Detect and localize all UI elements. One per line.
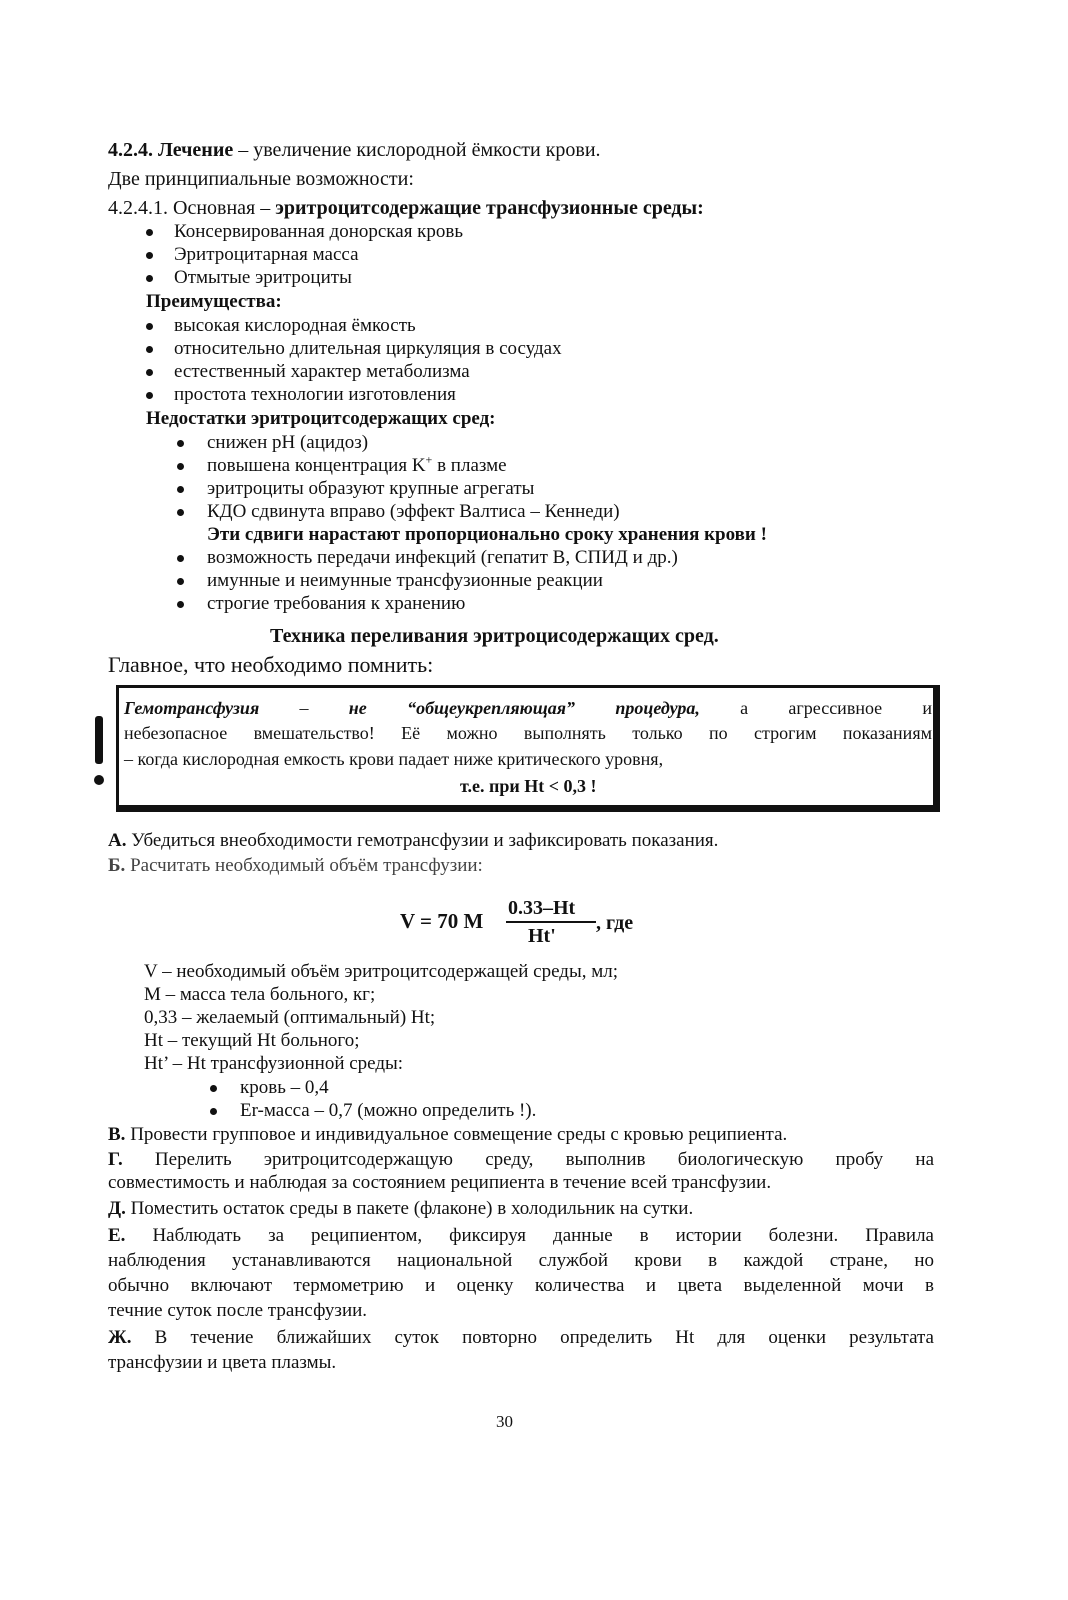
legend-line: Ht’ – Ht трансфузионной среды: bbox=[144, 1053, 404, 1074]
step-zh-line-1 bbox=[108, 1327, 934, 1349]
bullet-icon bbox=[146, 323, 153, 330]
formula-lhs: V = 70 M bbox=[400, 909, 484, 933]
list-item: простота технологии изготовления bbox=[174, 384, 456, 405]
list-item: высокая кислородная ёмкость bbox=[174, 315, 416, 336]
list-item: Отмытые эритроциты bbox=[174, 267, 352, 288]
list-item: снижен pH (ацидоз) bbox=[207, 432, 369, 453]
intro-line: Две принципиальные возможности: bbox=[108, 168, 414, 190]
technique-title: Техника переливания эритроцисодержащих сред. bbox=[270, 625, 719, 647]
advantages-title: Преимущества: bbox=[146, 291, 282, 312]
section-title-rest: – увеличение кислородной ёмкости крови. bbox=[233, 139, 601, 161]
step-g-line-1 bbox=[108, 1149, 934, 1171]
step-zh-letter: Ж. bbox=[108, 1327, 132, 1348]
bullet-icon bbox=[177, 555, 184, 562]
exclamation-icon bbox=[95, 716, 103, 764]
list-item: Консервированная донорская кровь bbox=[174, 221, 464, 242]
warning-line-3: – когда кислородная емкость крови падает ниже критического уровня, bbox=[124, 749, 664, 769]
volume-formula bbox=[400, 897, 660, 953]
list-item: естественный характер метаболизма bbox=[174, 361, 470, 382]
subsection-heading bbox=[108, 197, 704, 219]
step-b-letter: Б. bbox=[108, 855, 126, 876]
section-title: Лечение bbox=[158, 139, 234, 161]
subsection-number: 4.2.4.1. bbox=[108, 197, 168, 219]
bullet-icon bbox=[146, 275, 153, 282]
warning-not: не bbox=[348, 698, 367, 718]
step-a-text: Убедиться внеобходимости гемотрансфузии и зафиксировать показания. bbox=[126, 830, 719, 851]
fraction-bar bbox=[506, 921, 596, 923]
step-v bbox=[108, 1124, 787, 1146]
list-item: эритроциты образуют крупные агрегаты bbox=[207, 478, 535, 499]
bullet-icon bbox=[210, 1108, 217, 1115]
legend-line: V – необходимый объём эритроцитсодержащей среды, мл; bbox=[144, 961, 619, 982]
step-a bbox=[108, 830, 718, 852]
list-item-text: повышена концентрация K bbox=[207, 455, 426, 476]
step-v-letter: В. bbox=[108, 1124, 126, 1145]
warning-line-4: т.е. при Ht < 0,3 ! bbox=[460, 776, 597, 796]
list-item: возможность передачи инфекций (гепатит В, СПИД и др.) bbox=[207, 547, 678, 568]
list-item bbox=[207, 452, 507, 477]
page-number: 30 bbox=[496, 1412, 513, 1431]
bullet-icon bbox=[177, 440, 184, 447]
subsection-label: Основная – bbox=[168, 197, 276, 219]
formula-suffix: , где bbox=[596, 912, 634, 934]
step-a-letter: А. bbox=[108, 830, 127, 851]
step-g-letter: Г. bbox=[108, 1149, 123, 1170]
superscript-plus: + bbox=[425, 452, 433, 467]
bullet-icon bbox=[210, 1085, 217, 1092]
bullet-icon bbox=[146, 369, 153, 376]
subsection-title: эритроцитсодержащие трансфузионные среды: bbox=[275, 197, 704, 219]
step-g-text: Перелить эритроцитсодержащую среду, выполнив биологическую пробу на bbox=[122, 1149, 934, 1170]
warning-term: Гемотрансфузия bbox=[124, 698, 260, 718]
legend-item: кровь – 0,4 bbox=[240, 1077, 329, 1098]
bullet-icon bbox=[177, 509, 184, 516]
legend-item: Er-масса – 0,7 (можно определить !). bbox=[240, 1100, 537, 1121]
legend-line: 0,33 – желаемый (оптимальный) Ht; bbox=[144, 1007, 436, 1028]
bullet-icon bbox=[146, 252, 153, 259]
formula-numerator: 0.33–Ht bbox=[508, 897, 576, 919]
legend-line: Ht – текущий Ht больного; bbox=[144, 1030, 360, 1051]
list-item-text-tail: в плазме bbox=[432, 455, 507, 476]
bullet-icon bbox=[177, 486, 184, 493]
warning-dash: – bbox=[299, 698, 309, 718]
step-v-text: Провести групповое и индивидуальное совмещение среды с кровью реципиента. bbox=[125, 1124, 788, 1145]
warning-line-2: небезопасное вмешательство! Её можно выполнять только по строгим показаниям bbox=[124, 723, 932, 743]
warning-line-1-tail: а агрессивное и bbox=[740, 698, 933, 718]
bullet-icon bbox=[146, 346, 153, 353]
section-number: 4.2.4. bbox=[108, 139, 153, 161]
warning-quoted: “общеукрепляющая” bbox=[407, 698, 576, 718]
bullet-icon bbox=[177, 578, 184, 585]
exclamation-dot-icon bbox=[94, 775, 104, 785]
step-e-line-3: обычно включают термометрию и оценку количества и цвета выделенной мочи в bbox=[108, 1275, 934, 1296]
step-zh-line-2: трансфузии и цвета плазмы. bbox=[108, 1352, 337, 1373]
list-item: имунные и неимунные трансфузионные реакции bbox=[207, 570, 603, 591]
formula-denominator: Ht' bbox=[528, 925, 556, 947]
step-e-line-2: наблюдения устанавливаются национальной службой крови в каждой стране, но bbox=[108, 1250, 934, 1271]
step-b-text: Расчитать необходимый объём трансфузии: bbox=[125, 855, 483, 876]
list-item: Эритроцитарная масса bbox=[174, 244, 359, 265]
step-e-line-1 bbox=[108, 1225, 934, 1247]
disadvantages-title: Недостатки эритроцитсодержащих сред: bbox=[146, 408, 496, 429]
step-b bbox=[108, 855, 483, 877]
list-item: относительно длительная циркуляция в сосудах bbox=[174, 338, 562, 359]
list-item: строгие требования к хранению bbox=[207, 593, 466, 614]
warning-line-1 bbox=[124, 697, 932, 719]
step-d-text: Поместить остаток среды в пакете (флаконе) в холодильник на сутки. bbox=[125, 1198, 694, 1219]
bullet-icon bbox=[177, 601, 184, 608]
bullet-icon bbox=[177, 463, 184, 470]
step-e-text: Наблюдать за реципиентом, фиксируя данные в истории болезни. Правила bbox=[125, 1225, 934, 1246]
bullet-icon bbox=[146, 392, 153, 399]
step-e-line-4: течние суток после трансфузии. bbox=[108, 1300, 368, 1321]
step-e-letter: Е. bbox=[108, 1225, 126, 1246]
step-zh-text: В течение ближайших суток повторно определить Ht для оценки результата bbox=[131, 1327, 934, 1348]
warning-procedure: процедура, bbox=[615, 698, 700, 718]
legend-line: M – масса тела больного, кг; bbox=[144, 984, 376, 1005]
step-g-line-2: совместимость и наблюдая за состоянием реципиента в течение всей трансфузии. bbox=[108, 1172, 772, 1193]
list-item: КДО сдвинута вправо (эффект Валтиса – Кеннеди) bbox=[207, 501, 620, 522]
bullet-icon bbox=[146, 229, 153, 236]
storage-note: Эти сдвиги нарастают пропорционально сроку хранения крови ! bbox=[207, 524, 767, 545]
section-heading bbox=[108, 139, 601, 161]
step-d bbox=[108, 1198, 693, 1220]
remember-line: Главное, что необходимо помнить: bbox=[108, 652, 434, 677]
step-d-letter: Д. bbox=[108, 1198, 126, 1219]
